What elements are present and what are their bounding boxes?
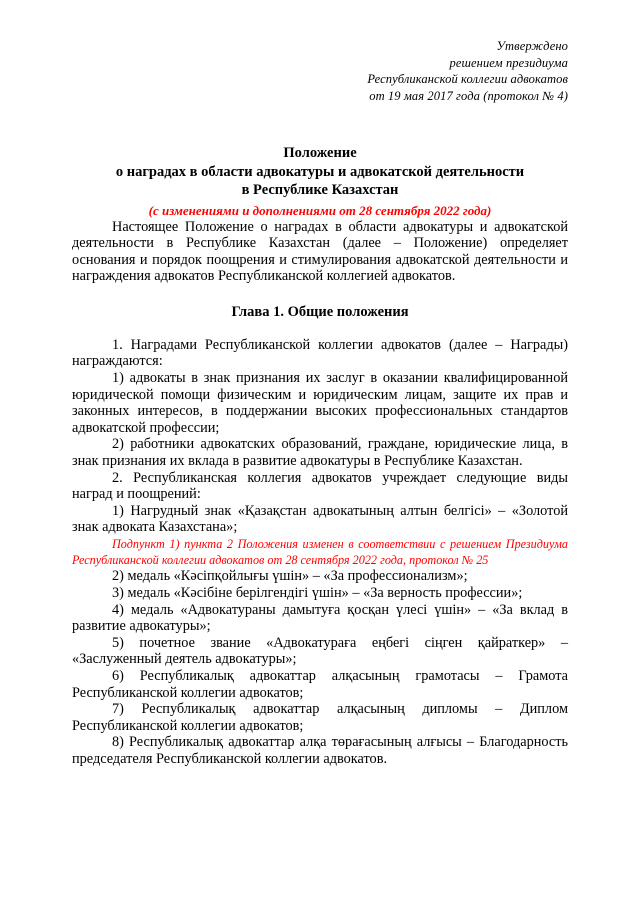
clause-2-item-1: 1) Нагрудный знак «Қазақстан адвокатының алтын белгісі» – «Золотой знак адвоката Казахстана»; — [72, 502, 568, 536]
title-line-2: о наградах в области адвокатуры и адвокатской деятельности — [115, 163, 525, 180]
approval-line-2: решением президиума — [449, 55, 568, 70]
approval-header — [72, 38, 568, 104]
title-amendment-note: (с изменениями и дополнениями от 28 сентября 2022 года) — [148, 202, 492, 218]
clause-2-item-6: 6) Республикалық адвокаттар алқасының грамотасы – Грамота Республиканской коллегии адвокатов; — [72, 667, 568, 701]
clause-1-item-2: 2) работники адвокатских образований, граждане, юридические лица, в знак признания их вклада в развитие адвокатуры в Республике Казахстан. — [72, 436, 568, 470]
clause-2-item-3: 3) медаль «Кәсібіне берілгендігі үшін» – «За верность профессии»; — [112, 585, 523, 601]
title-line-3: в Республике Казахстан — [241, 182, 399, 198]
clause-2-item-4: 4) медаль «Адвокатураны дамытуға қосқан үлесі үшін» – «За вклад в развитие адвокатуры»; — [72, 601, 568, 635]
amendment-note: Подпункт 1) пункта 2 Положения изменен в соответствии с решением Президиума Республиканской коллегии адвокатов от 28 сентября 2022 года, протокол № 25 — [72, 537, 568, 568]
document-content — [72, 0, 568, 768]
approval-line-4: от 19 мая 2017 года (протокол № 4) — [369, 88, 568, 103]
approval-line-1: Утверждено — [496, 39, 568, 53]
preamble-paragraph: Настоящее Положение о наградах в области адвокатуры и адвокатской деятельности в Республике Казахстан (далее – Положение) определяет основания и порядок поощрения и стимулирования адвокатской деятельности и награждения адвокатов Республиканской коллегией адвокатов. — [72, 218, 568, 285]
clause-2-intro: 2. Республиканская коллегия адвокатов учреждает следующие виды наград и поощрений: — [72, 469, 568, 503]
chapter-heading: Глава 1. Общие положения — [231, 303, 409, 320]
approval-line-3: Республиканской коллегии адвокатов — [367, 72, 568, 86]
clause-1-item-1: 1) адвокаты в знак признания их заслуг в оказании квалифицированной юридической помощи физическим и юридическим лицам, защите их прав и законных интересов, в поддержании высоких профессиональных стандартов адвокатской профессии; — [72, 370, 568, 436]
clause-2-item-8: 8) Республикалық адвокаттар алқа төрағасының алғысы – Благодарность председателя Республиканской коллегии адвокатов. — [72, 734, 568, 767]
clause-2-item-5: 5) почетное звание «Адвокатураға еңбегі сіңген қайраткер» – «Заслуженный деятель адвокатуры»; — [72, 634, 568, 668]
page-title — [72, 144, 568, 200]
clause-2-item-7: 7) Республикалық адвокаттар алқасының дипломы – Диплом Республиканской коллегии адвокатов; — [72, 701, 568, 734]
clause-2-item-2: 2) медаль «Кәсіпқойлығы үшін» – «За профессионализм»; — [112, 568, 468, 585]
title-line-1: Положение — [283, 145, 357, 161]
clause-1-intro: 1. Наградами Республиканской коллегии адвокатов (далее – Награды) награждаются: — [72, 336, 568, 370]
